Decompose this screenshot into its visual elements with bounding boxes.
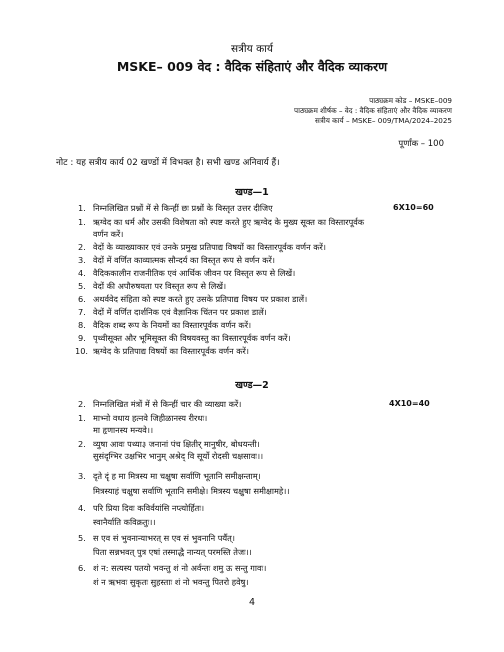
section-2-heading: खण्ड—2 <box>235 380 269 391</box>
list-item-text: वैदिक शब्द रूप के नियमों का विस्तारपूर्वक वर्णन करें। <box>93 320 252 330</box>
question-marks: 4X10=40 <box>389 399 430 408</box>
list-item-text: ऋग्वेद के प्रतिपाद्य विषयों का विस्तारपूर्वक वर्णन करें। <box>93 346 249 356</box>
course-heading: पाठ्यक्रम शीर्षक – वेद : वैदिक संहिताएं और वैदिक व्याकरण <box>294 106 452 115</box>
list-item-text: वेदों में वर्णित दार्शनिक एवं वैज्ञानिक चिंतन पर प्रकाश डालें। <box>93 307 267 317</box>
mantra-line: मा हृणानस्य मन्यवे।। <box>93 425 154 435</box>
list-item-number: 8. <box>78 320 86 330</box>
mantra-line: परि प्रिया दिवः कविर्वयांसि नप्त्योर्हितः। <box>93 503 205 513</box>
mantra-line: मित्रस्याहं चक्षुषा सर्वाणि भूतानि समीक्षे। मित्रस्य चक्षुषा समीक्षामहे।। <box>93 486 290 496</box>
list-item-number: 4. <box>78 503 86 513</box>
mantra-line: स्वानैर्याति कविक्रतुः।। <box>93 517 156 527</box>
mantra-line: दृते दृं ह मा मित्रस्य मा चक्षुषा सर्वाणि भूतानि समीक्षन्ताम्। <box>93 471 261 481</box>
list-item-text: अथर्ववेद संहिता को स्पष्ट करते हुए उसके प्रतिपाद्य विषय पर प्रकाश डालें। <box>93 294 308 304</box>
list-item-text: वेदों के व्याख्याकार एवं उनके प्रमुख प्रतिपाद्य विषयों का विस्तारपूर्वक वर्णन करें। <box>93 242 326 252</box>
list-item-text: वर्णन करें। <box>93 229 124 239</box>
question-text: निम्नलिखित प्रश्नों में से किन्हीं छः प्रश्नों के विस्तृत उत्तर दीजिए <box>93 203 273 213</box>
question-marks: 6X10=60 <box>393 203 434 212</box>
list-item-text: ऋग्वेद का धर्म और उसकी विशेषता को स्पष्ट करते हुए ऋग्वेद के मुख्य सूक्त का विस्तारपूर्वक <box>93 217 365 227</box>
question-number: 2. <box>78 399 86 409</box>
mantra-line: स एव सं भुवनान्याभरत् स एव सं भुवनानि पर्यैत्। <box>93 533 235 543</box>
mantra-line: शं न: सत्यस्य पतयो भवन्तु शं नो अर्वन्तः शमु ऊ सन्तु गावः। <box>93 563 267 573</box>
question-number: 1. <box>78 203 86 213</box>
page-number: 4 <box>248 597 256 608</box>
list-item-text: वेदों में वर्णित काव्यात्मक सौन्दर्य का विस्तृत रूप से वर्णन करें। <box>93 255 275 265</box>
list-item-text: पृथ्वीसूक्त और भूमिसूक्त की विषयवस्तु का विस्तारपूर्वक वर्णन करें। <box>93 333 291 343</box>
list-item-number: 3. <box>78 255 86 265</box>
list-item-number: 7. <box>78 307 86 317</box>
course-code: पाठ्यक्रम कोड – MSKE–009 <box>369 96 452 105</box>
assignment-code: सत्रीय कार्य – MSKE– 009/TMA/2024–2025 <box>315 116 452 125</box>
mantra-line: शं न ऋभवः सुकृतः सुहस्ताः शं नो भवन्तु पितरो हवेषु। <box>93 577 249 587</box>
list-item-number: 4. <box>78 268 86 278</box>
mantra-line: व्युषा आवः पथ्या३ जनानां पंच क्षितीर् मानुषीर, बोधयन्ती। <box>93 439 260 449</box>
list-item-number: 2. <box>78 439 86 449</box>
instruction-note: नोट : यह सत्रीय कार्य 02 खण्डों में विभक्त है। सभी खण्ड अनिवार्य हैं। <box>56 158 280 168</box>
mantra-line: सुसंदृग्भिर उक्षभिर भानुम् अश्रेद् वि सूर्यो रोदसी चक्षसावः।। <box>93 451 264 461</box>
question-text: निम्नलिखित मंत्रों में से किन्हीं चार की व्याख्या करें। <box>93 399 242 409</box>
list-item-number: 10. <box>75 346 89 356</box>
list-item-number: 1. <box>78 217 86 227</box>
section-1-heading: खण्ड—1 <box>235 187 269 198</box>
list-item-number: 3. <box>78 471 86 481</box>
mantra-line: पिता सन्नभवत् पुत्र एषां तस्माद्धै नान्यत् परमस्ति तेजः।। <box>93 547 252 557</box>
assignment-heading: सत्रीय कार्य <box>231 43 273 55</box>
mantra-line: माभ्नो वधाय हत्नवे जिहीळानस्य रीरधः। <box>93 413 208 423</box>
list-item-number: 1. <box>78 413 86 423</box>
list-item-number: 5. <box>78 533 86 543</box>
list-item-text: वैदिककालीन राजनीतिक एवं आर्थिक जीवन पर विस्तृत रूप से लिखें। <box>93 268 296 278</box>
list-item-number: 5. <box>78 281 86 291</box>
list-item-number: 6. <box>78 563 86 573</box>
list-item-text: वेदों की अपौरुषयता पर विस्तृत रूप से लिखें। <box>93 281 227 291</box>
list-item-number: 2. <box>78 242 86 252</box>
max-marks: पूर्णांक – 100 <box>398 139 444 149</box>
course-title: MSKE– 009 वेद : वैदिक संहिताएं और वैदिक व्याकरण <box>116 59 388 74</box>
list-item-number: 6. <box>78 294 86 304</box>
list-item-number: 9. <box>78 333 86 343</box>
